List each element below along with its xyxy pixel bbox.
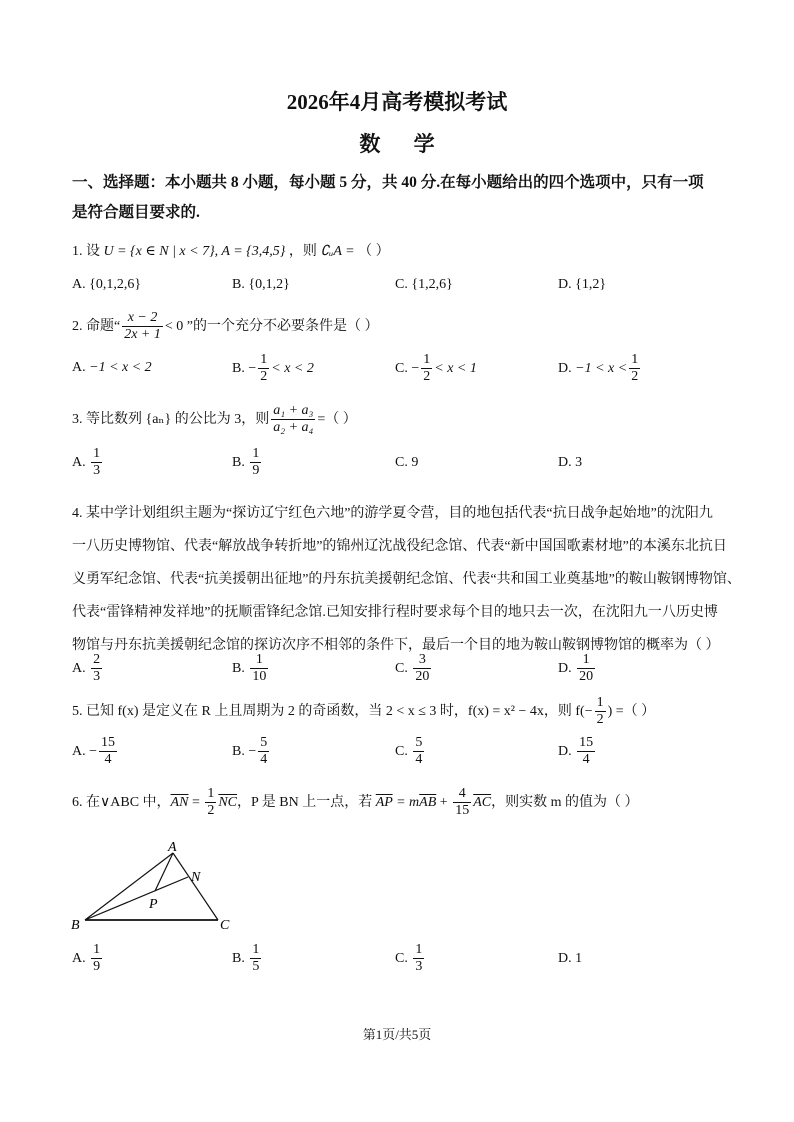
q1-complement: ∁ᵤA =	[320, 244, 355, 259]
triangle-figure	[60, 835, 260, 940]
q4-option-a: A. $\frac{2}{3}$	[72, 652, 101, 685]
q6-option-d: D. 1	[558, 951, 583, 966]
q2-option-b: B. − $\frac{1}{2}$ < x < 2	[232, 352, 314, 385]
label-b: B	[71, 918, 80, 933]
q6-option-c: C. $\frac{1}{3}$	[395, 942, 423, 975]
label-p: P	[149, 897, 158, 912]
q1-option-b: B. {0,1,2}	[232, 277, 290, 292]
question-3: 3. 等比数列 {aₙ} 的公比为 3，则 $\frac{\text{a₁ + a₃}}{\text{a₂ + a₄}}$ =（ ）	[72, 403, 357, 436]
label-n: N	[191, 870, 201, 885]
page-number: 第1页/共5页	[362, 1027, 432, 1042]
question-6: 6. 在∨ABC 中，$\overline{AN}$ = $\frac{1}{2}$ $\overline{NC}$，P 是 BN 上一点，若 $\overline{AP} = m\overline{AB}$ + $\frac{4}{15}$ $\overline{AC}$，则实数 m 的值为（ ）	[72, 786, 639, 819]
q5-option-d: D. $\frac{15}{4}$	[558, 735, 594, 768]
question-4-line: 4. 某中学计划组织主题为“探访辽宁红色六地”的游学夏令营，目的地包括代表“抗日战争起始地”的沈阳九	[72, 506, 713, 521]
q1-option-c: C. {1,2,6}	[395, 277, 453, 292]
section-heading-line2: 是符合题目要求的.	[72, 204, 200, 221]
side-ab	[85, 853, 173, 920]
question-4-line: 义勇军纪念馆、代表“抗美援朝出征地”的丹东抗美援朝纪念馆、代表“共和国工业奠基地”的鞍山鞍钢博物馆、	[72, 572, 741, 587]
segment-bn	[85, 877, 188, 920]
q3-option-a: A. $\frac{1}{3}$	[72, 446, 101, 479]
subject-title: 数 学	[359, 132, 449, 156]
q6-option-b: B. $\frac{1}{5}$	[232, 942, 260, 975]
label-c: C	[220, 918, 230, 933]
q4-option-b: B. $\frac{1}{10}$	[232, 652, 267, 685]
q6-option-a: A. $\frac{1}{9}$	[72, 942, 101, 975]
q5-option-a: A. − $\frac{15}{4}$	[72, 735, 116, 768]
q3-option-c: C. 9	[395, 455, 419, 470]
q4-option-c: C. $\frac{3}{20}$	[395, 652, 430, 685]
q2-option-d: D. −1 < x < $\frac{1}{2}$	[558, 352, 639, 385]
q5-option-c: C. $\frac{5}{4}$	[395, 735, 423, 768]
q1-option-d: D. {1,2}	[558, 277, 607, 292]
q2-option-a: A. −1 < x < 2	[72, 360, 152, 375]
q3-fraction: $\frac{\text{a₁ + a₃}}{\text{a₂ + a₄}}$	[273, 403, 314, 436]
question-4-line: 代表“雷锋精神发祥地”的抚顺雷锋纪念馆.已知安排行程时要求每个目的地只去一次，在沈阳九一八历史博	[72, 605, 718, 620]
segment-ap	[155, 853, 173, 891]
q4-option-d: D. $\frac{1}{20}$	[558, 652, 594, 685]
q2-fraction: $\frac{x - 2}{2x + 1}$	[124, 310, 161, 343]
question-1: 1. 设 U = {x ∈ N | x < 7}, A = {3,4,5} ，则 ∁ᵤA = （ ）	[72, 244, 390, 259]
q3-option-d: D. 3	[558, 455, 583, 470]
question-5: 5. 已知 f(x) 是定义在 R 上且周期为 2 的奇函数，当 2 < x ≤ 3 时，f(x) = x² − 4x，则 f(− $\frac{1}{2}$ ) =（ ）	[72, 695, 656, 728]
label-a: A	[168, 840, 177, 855]
side-ac	[173, 853, 218, 920]
question-2: 2. 命题“ $\frac{x - 2}{2x + 1}$ < 0 ”的一个充分不必要条件是（ ）	[72, 310, 379, 343]
q1-option-a: A. {0,1,2,6}	[72, 277, 142, 292]
q2-option-c: C. − $\frac{1}{2}$ < x < 1	[395, 352, 477, 385]
exam-title: 2026年4月高考模拟考试	[286, 90, 508, 114]
q3-option-b: B. $\frac{1}{9}$	[232, 446, 260, 479]
question-4-line: 物馆与丹东抗美援朝纪念馆的探访次序不相邻的条件下，最后一个目的地为鞍山鞍钢博物馆的概率为（ ）	[72, 638, 720, 653]
section-heading-line1: 一、选择题：本小题共 8 小题，每小题 5 分，共 40 分.在每小题给出的四个选项中，只有一项	[72, 174, 704, 191]
q1-expression: U = {x ∈ N | x < 7}, A = {3,4,5}	[103, 244, 286, 259]
question-4-line: 一八历史博物馆、代表“解放战争转折地”的锦州辽沈战役纪念馆、代表“新中国国歌素材地”的本溪东北抗日	[72, 539, 727, 554]
q5-option-b: B. − $\frac{5}{4}$	[232, 735, 268, 768]
